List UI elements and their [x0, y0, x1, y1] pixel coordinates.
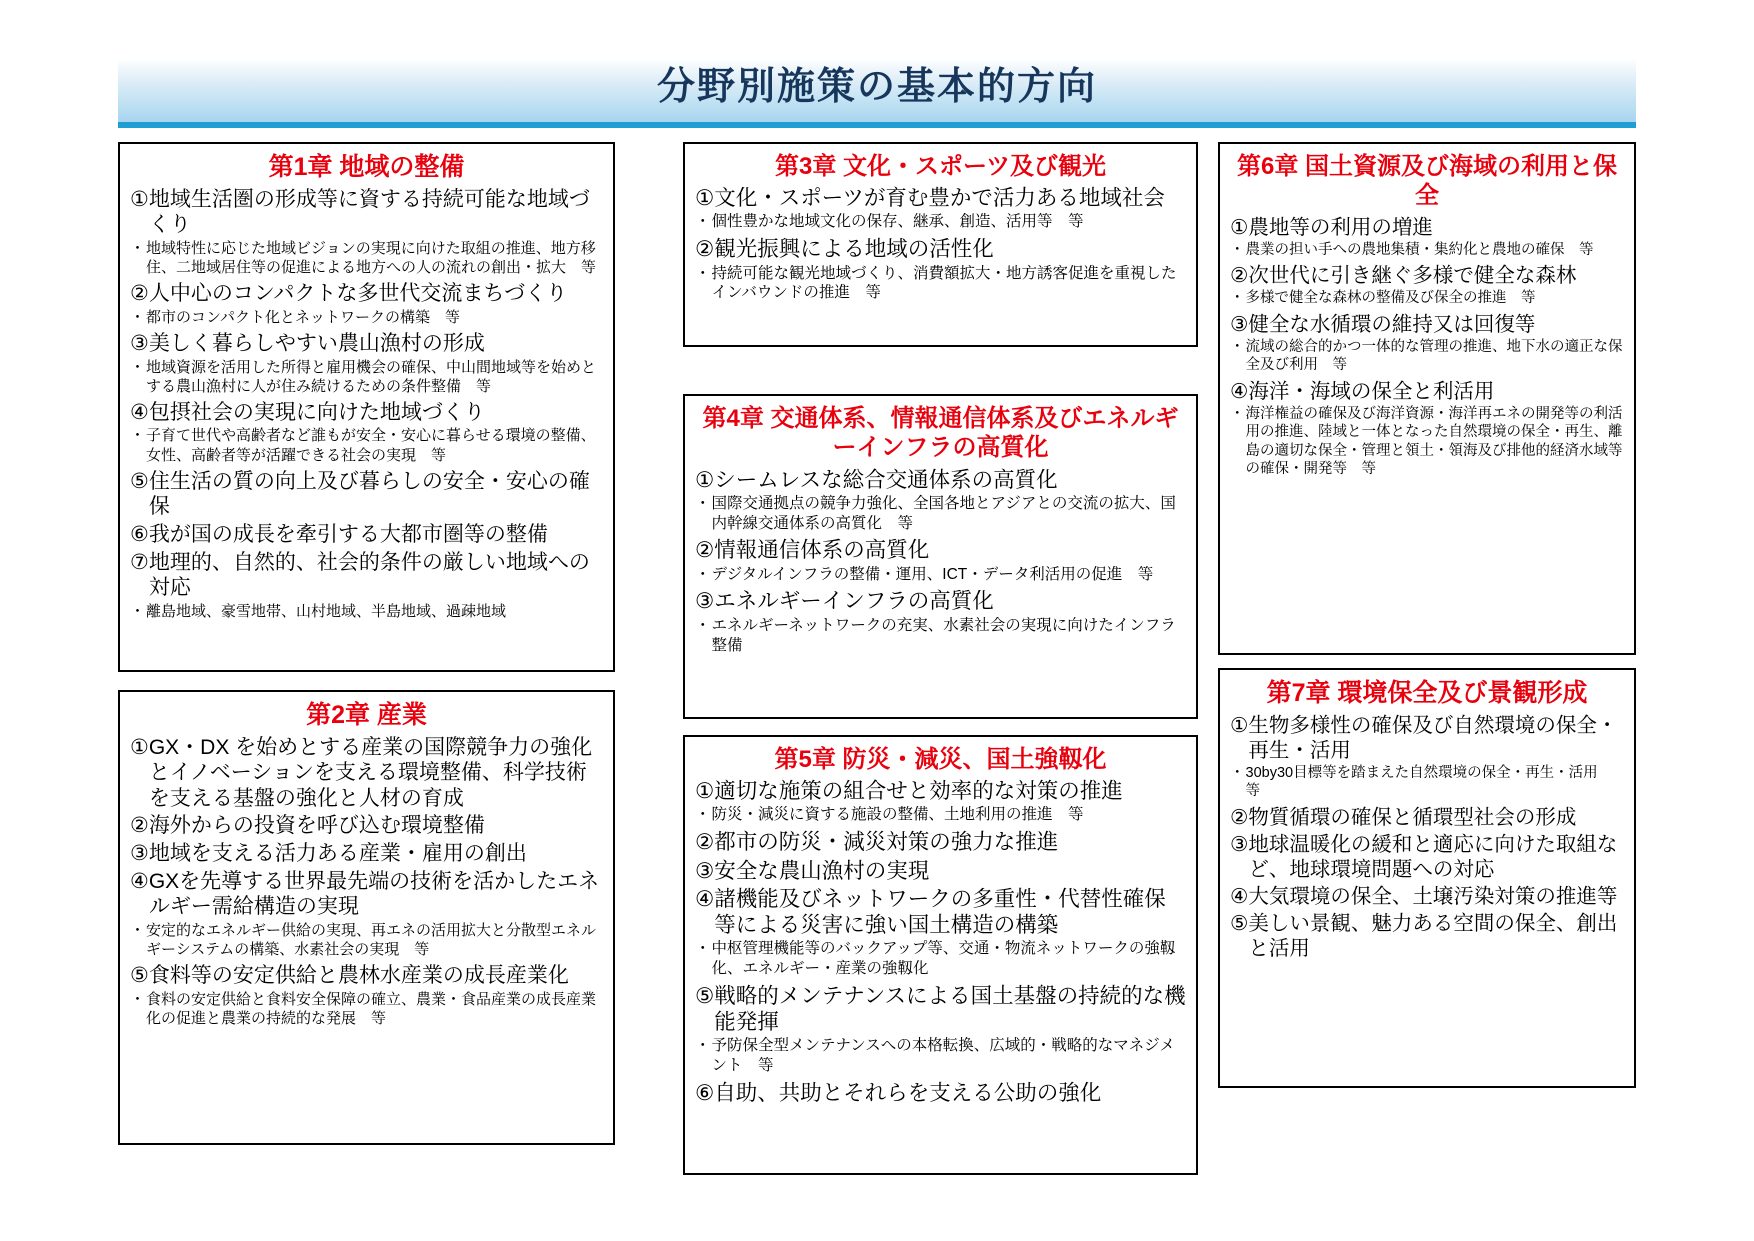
chapter-box-2 — [118, 690, 615, 1145]
item-number: ⑦ — [130, 550, 149, 574]
item-subtext — [695, 494, 1186, 534]
subtext-content: 地域資源を活用した所得と雇用機会の確保、中山間地域等を始めとする農山漁村に人が住み続けるための条件整備 等 — [146, 358, 597, 395]
item-number: ① — [130, 735, 149, 759]
item-text: 大気環境の保全、土壌汚染対策の推進等 — [1248, 884, 1618, 908]
item-subtext — [130, 358, 603, 396]
item-number: ⑤ — [695, 983, 715, 1008]
item-text: 物質循環の確保と循環型社会の形成 — [1248, 805, 1577, 829]
chapter-item — [130, 331, 603, 357]
item-number: ② — [130, 814, 149, 838]
chapter-item — [130, 187, 603, 238]
item-text: 美しい景観、魅力ある空間の保全、創出と活用 — [1248, 911, 1618, 960]
chapter-item — [130, 869, 603, 920]
chapter-heading: 第7章 環境保全及び景観形成 — [1266, 679, 1588, 707]
item-subtext — [695, 264, 1186, 304]
chapter-item — [695, 858, 1186, 884]
item-text: 農地等の利用の増進 — [1248, 215, 1433, 239]
item-subtext — [130, 921, 603, 959]
chapter-item — [1230, 713, 1624, 763]
item-number: ② — [695, 830, 715, 855]
chapter-item — [695, 1080, 1186, 1106]
item-subtext — [695, 939, 1186, 979]
item-text: 生物多様性の確保及び自然環境の保全・再生・活用 — [1248, 713, 1618, 762]
chapter-item — [130, 400, 603, 426]
subtext-content: エネルギーネットワークの充実、水素社会の実現に向けたインフラ整備 — [711, 616, 1176, 654]
item-number: ③ — [130, 331, 149, 355]
bullet-icon: ・ — [695, 1037, 711, 1055]
item-text: 諸機能及びネットワークの多重性・代替性確保等による災害に強い国土構造の構築 — [714, 886, 1166, 937]
item-subtext — [695, 805, 1186, 825]
chapter-box-5 — [683, 735, 1198, 1175]
item-subtext — [1230, 405, 1624, 479]
item-number: ⑤ — [130, 469, 149, 493]
subtext-content: 食料の安定供給と食料安全保障の確立、農業・食品産業の成長産業化の促進と農業の持続的な発展 等 — [146, 990, 597, 1027]
item-number: ④ — [1230, 379, 1249, 403]
bullet-icon: ・ — [1230, 764, 1245, 781]
chapter-item — [1230, 312, 1624, 337]
subtext-content: 子育て世代や高齢者など誰もが安全・安心に暮らせる環境の整備、女性、高齢者等が活躍できる社会の実現 等 — [146, 427, 596, 464]
chapter-item — [695, 829, 1186, 855]
bullet-icon: ・ — [695, 213, 711, 231]
item-text: 海洋・海域の保全と利活用 — [1248, 379, 1495, 403]
bullet-icon: ・ — [130, 358, 146, 376]
item-subtext — [130, 990, 603, 1028]
item-number: ③ — [1230, 312, 1249, 336]
item-number: ① — [695, 779, 715, 804]
chapter-box-1 — [118, 142, 615, 672]
bullet-icon: ・ — [130, 602, 146, 620]
bullet-icon: ・ — [1230, 338, 1245, 355]
chapter-item — [695, 236, 1186, 262]
chapter-item — [695, 886, 1186, 938]
item-number: ④ — [130, 400, 149, 424]
page-title: 分野別施策の基本的方向 — [656, 66, 1097, 108]
item-text: 都市の防災・減災対策の強力な推進 — [714, 830, 1059, 855]
chapter-heading: 第3章 文化・スポーツ及び観光 — [774, 153, 1107, 180]
chapter-box-7 — [1218, 668, 1636, 1088]
chapter-box-6 — [1218, 142, 1636, 655]
item-number: ③ — [695, 858, 715, 883]
item-text: 文化・スポーツが育む豊かで活力ある地域社会 — [714, 186, 1165, 211]
bullet-icon: ・ — [130, 308, 146, 326]
item-number: ② — [130, 282, 149, 306]
subtext-content: 都市のコンパクト化とネットワークの構築 等 — [146, 308, 460, 326]
item-number: ③ — [695, 589, 715, 614]
item-subtext — [695, 212, 1186, 232]
item-subtext — [695, 1036, 1186, 1076]
item-text: 安全な農山漁村の実現 — [714, 858, 930, 883]
bullet-icon: ・ — [1230, 405, 1245, 422]
item-number: ② — [1230, 805, 1249, 829]
item-text: 海外からの投資を呼び込む環境整備 — [148, 814, 485, 838]
chapter-box-3 — [683, 142, 1198, 347]
chapter-item — [695, 983, 1186, 1035]
bullet-icon: ・ — [130, 921, 146, 939]
chapter-item — [695, 778, 1186, 804]
item-text: GX・DX を始めとする産業の国際競争力の強化とイノベーションを支える環境整備、科学技術を支える基盤の強化と人材の育成 — [148, 735, 593, 810]
subtext-content: 30by30目標等を踏まえた自然環境の保全・再生・活用 等 — [1245, 764, 1613, 800]
item-number: ⑥ — [695, 1080, 715, 1105]
chapter-item — [130, 469, 603, 520]
item-text: 人中心のコンパクトな多世代交流まちづくり — [148, 282, 568, 306]
chapter-item — [695, 467, 1186, 493]
subtext-content: 多様で健全な森林の整備及び保全の推進 等 — [1245, 290, 1536, 307]
item-text: GXを先導する世界最先端の技術を活かしたエネルギー需給構造の実現 — [148, 869, 600, 919]
chapter-item — [130, 281, 603, 307]
item-text: 地理的、自然的、社会的条件の厳しい地域への対応 — [148, 550, 590, 600]
subtext-content: デジタルインフラの整備・運用、ICT・データ利活用の促進 等 — [711, 565, 1154, 583]
chapter-item — [695, 588, 1186, 614]
item-number: ② — [695, 237, 715, 262]
bullet-icon: ・ — [695, 616, 711, 634]
bullet-icon: ・ — [695, 940, 711, 958]
item-subtext — [695, 565, 1186, 585]
item-text: 次世代に引き継ぐ多様で健全な森林 — [1248, 264, 1577, 288]
subtext-content: 個性豊かな地域文化の保存、継承、創造、活用等 等 — [711, 213, 1084, 231]
chapter-item — [130, 522, 603, 548]
chapter-heading: 第2章 産業 — [306, 701, 427, 729]
chapter-item — [130, 735, 603, 812]
item-text: 地球温暖化の緩和と適応に向けた取組など、地球環境問題への対応 — [1248, 832, 1618, 881]
bullet-icon: ・ — [130, 990, 146, 1008]
item-text: 地域を支える活力ある産業・雇用の創出 — [148, 841, 527, 865]
item-text: 包摂社会の実現に向けた地域づくり — [148, 400, 485, 424]
chapter-heading: 第6章 国土資源及び海域の利用と保全 — [1236, 153, 1617, 210]
item-text: 戦略的メンテナンスによる国土基盤の持続的な機能発揮 — [714, 983, 1186, 1035]
item-text: 情報通信体系の高質化 — [714, 538, 930, 563]
item-text: シームレスな総合交通体系の高質化 — [714, 467, 1058, 492]
title-band — [118, 58, 1636, 128]
item-subtext — [1230, 764, 1624, 801]
item-number: ① — [1230, 215, 1249, 239]
item-number: ③ — [1230, 832, 1249, 856]
chapter-heading: 第4章 交通体系、情報通信体系及びエネルギーインフラの高質化 — [702, 405, 1179, 462]
bullet-icon: ・ — [1230, 241, 1245, 258]
item-number: ⑥ — [130, 523, 149, 547]
bullet-icon: ・ — [130, 239, 146, 257]
item-number: ⑤ — [130, 964, 149, 988]
chapter-heading: 第5章 防災・減災、国土強靱化 — [774, 746, 1107, 773]
subtext-content: 予防保全型メンテナンスへの本格転換、広域的・戦略的なマネジメント 等 — [711, 1037, 1175, 1075]
subtext-content: 農業の担い手への農地集積・集約化と農地の確保 等 — [1245, 241, 1594, 258]
item-number: ④ — [695, 886, 715, 911]
subtext-content: 離島地域、豪雪地帯、山村地域、半島地域、過疎地域 — [146, 602, 507, 620]
item-text: 地域生活圏の形成等に資する持続可能な地域づくり — [148, 187, 590, 237]
subtext-content: 地域特性に応じた地域ビジョンの実現に向けた取組の推進、地方移住、二地域居住等の促進による地方への人の流れの創出・拡大 等 — [146, 239, 597, 276]
bullet-icon: ・ — [1230, 290, 1245, 307]
chapter-item — [1230, 379, 1624, 404]
item-number: ② — [1230, 264, 1249, 288]
bullet-icon: ・ — [695, 565, 711, 583]
item-number: ④ — [130, 869, 149, 893]
chapter-item — [1230, 263, 1624, 288]
chapter-item — [1230, 832, 1624, 882]
item-text: 我が国の成長を牽引する大都市圏等の整備 — [148, 523, 548, 547]
bullet-icon: ・ — [695, 494, 711, 512]
item-subtext — [130, 308, 603, 327]
bullet-icon: ・ — [695, 806, 711, 824]
chapter-item — [695, 185, 1186, 211]
chapter-item — [1230, 805, 1624, 830]
item-subtext — [1230, 338, 1624, 375]
item-subtext — [1230, 289, 1624, 308]
item-number: ⑤ — [1230, 911, 1249, 935]
item-subtext — [695, 616, 1186, 656]
chapter-item — [130, 813, 603, 839]
bullet-icon: ・ — [130, 427, 146, 445]
item-text: 適切な施策の組合せと効率的な対策の推進 — [714, 779, 1123, 804]
subtext-content: 中枢管理機能等のバックアップ等、交通・物流ネットワークの強靱化、エネルギー・産業の強靱化 — [711, 940, 1176, 978]
subtext-content: 持続可能な観光地域づくり、消費額拡大・地方誘客促進を重視したインバウンドの推進 等 — [711, 264, 1177, 302]
chapter-item — [130, 963, 603, 989]
item-subtext — [130, 239, 603, 277]
item-number: ① — [695, 186, 715, 211]
chapter-item — [1230, 884, 1624, 909]
chapter-item — [1230, 911, 1624, 961]
item-number: ② — [695, 538, 715, 563]
subtext-content: 流域の総合的かつ一体的な管理の推進、地下水の適正な保全及び利用 等 — [1245, 338, 1623, 374]
chapter-item — [1230, 215, 1624, 240]
chapter-heading: 第1章 地域の整備 — [268, 153, 465, 181]
subtext-content: 国際交通拠点の競争力強化、全国各地とアジアとの交流の拡大、国内幹線交通体系の高質化 等 — [711, 494, 1176, 532]
item-subtext — [130, 426, 603, 464]
item-text: 観光振興による地域の活性化 — [714, 237, 994, 262]
chapter-item — [695, 537, 1186, 563]
item-text: 美しく暮らしやすい農山漁村の形成 — [148, 331, 485, 355]
subtext-content: 安定的なエネルギー供給の実現、再エネの活用拡大と分散型エネルギーシステムの構築、水素社会の実現 等 — [146, 921, 597, 958]
item-number: ① — [130, 187, 149, 211]
item-number: ④ — [1230, 884, 1249, 908]
item-number: ③ — [130, 841, 149, 865]
item-subtext — [130, 602, 603, 621]
item-text: エネルギーインフラの高質化 — [714, 589, 994, 614]
chapter-item — [130, 550, 603, 601]
item-subtext — [1230, 241, 1624, 260]
item-number: ① — [695, 467, 715, 492]
subtext-content: 防災・減災に資する施設の整備、土地利用の推進 等 — [711, 806, 1084, 824]
item-text: 自助、共助とそれらを支える公助の強化 — [714, 1080, 1102, 1105]
chapter-item — [130, 841, 603, 867]
item-text: 食料等の安定供給と農林水産業の成長産業化 — [148, 964, 569, 988]
bullet-icon: ・ — [695, 264, 711, 282]
chapter-box-4 — [683, 394, 1198, 719]
item-text: 住生活の質の向上及び暮らしの安全・安心の確保 — [148, 469, 590, 519]
item-number: ① — [1230, 713, 1249, 737]
item-text: 健全な水循環の維持又は回復等 — [1248, 312, 1536, 336]
subtext-content: 海洋権益の確保及び海洋資源・海洋再エネの開発等の利活用の推進、陸域と一体となった自然環境の保全・再生、離島の適切な保全・管理と領土・領海及び排他的経済水域等の確保・開発等 等 — [1245, 405, 1623, 478]
